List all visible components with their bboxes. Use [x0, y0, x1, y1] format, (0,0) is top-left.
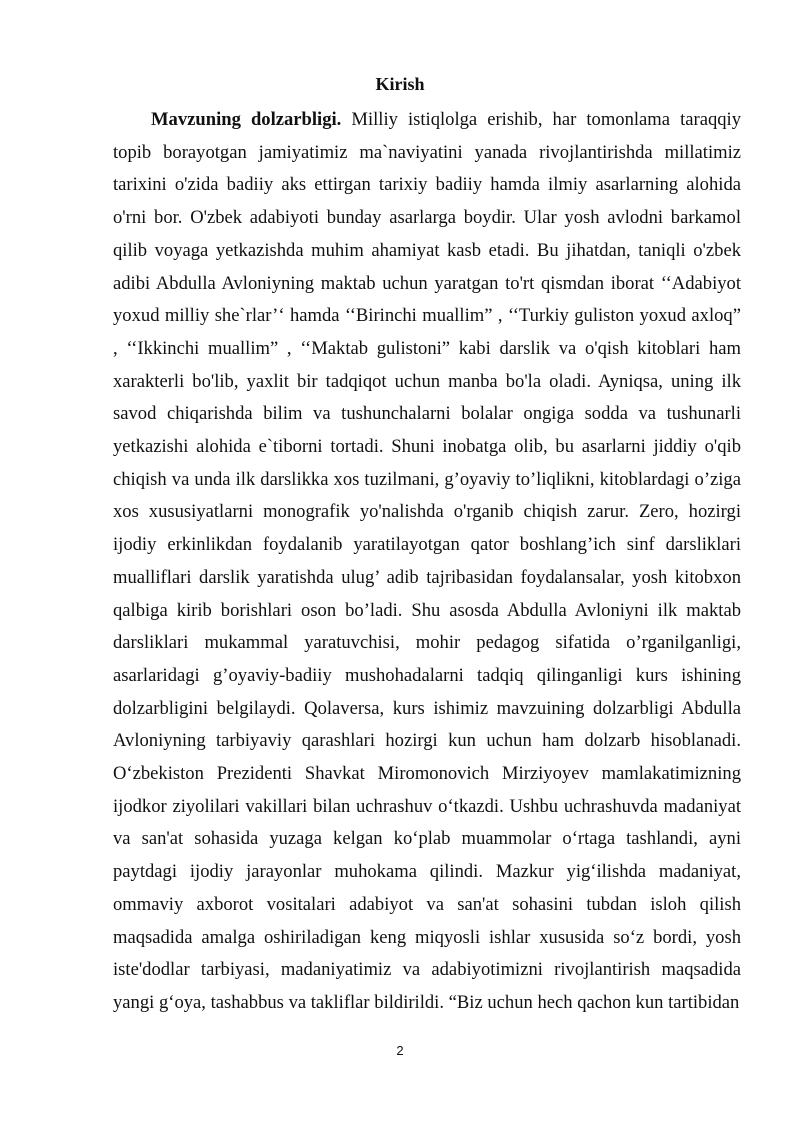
- page-number: 2: [396, 1043, 404, 1058]
- body-paragraph: [113, 104, 741, 1020]
- paragraph-text: Milliy istiqlolga erishib, har tomonlama taraqqiy topib borayotgan jamiyatimiz ma`naviyatini yanada rivojlantirishda millatimiz tarixini o'zida badiiy aks ettirgan tarixiy badiiy hamda ilmiy asarlarning alohida o'rni bor. O'zbek adabiyoti bunday asarlarga boydir. Ular yosh avlodni barkamol qilib voyaga yetkazishda muhim ahamiyat kasb etadi. Bu jihatdan, taniqli o'zbek adibi Abdulla Avloniyning maktab uchun yaratgan to'rt qismdan iborat ‘‘Adabiyot yoxud milliy she`rlar’‘ hamda ‘‘Birinchi muallim” , ‘‘Turkiy guliston yoxud axloq” , ‘‘Ikkinchi muallim” , ‘‘Maktab gulistoni” kabi darslik va o'qish kitoblari ham xarakterli bo'lib, yaxlit bir tadqiqot uchun manba bo'la oladi. Ayniqsa, uning ilk savod chiqarishda bilim va tushunchalarni bolalar ongiga sodda va tushunarli yetkazishi alohida e`tiborni tortadi. Shuni inobatga olib, bu asarlarni jiddiy o'qib chiqish va unda ilk darslikka xos tuzilmani, g’oyaviy to’liqlikni, kitoblardagi o’ziga xos xususiyatlarni monografik yo'nalishda o'rganib chiqish zarur. Zero, hozirgi ijodiy erkinlikdan foydalanib yaratilayotgan qator boshlang’ich sinf darsliklari mualliflari darslik yaratishda ulug’ adib tajribasidan foydalansalar, yosh kitobxon qalbiga kirib borishlari oson bo’ladi. Shu asosda Abdulla Avloniyni ilk maktab darsliklari mukammal yaratuvchisi, mohir pedagog sifatida o’rganilganligi, asarlaridagi g’oyaviy-badiiy mushohadalarni tadqiq qilinganligi kurs ishining dolzarbligini belgilaydi. Qolaversa, kurs ishimiz mavzuining dolzarbligi Abdulla Avloniyning tarbiyaviy qarashlari hozirgi kun uchun ham dolzarb hisoblanadi. O‘zbekiston Prezidenti Shavkat Miromonovich Mirziyoyev mamlakatimizning ijodkor ziyolilari vakillari bilan uchrashuv o‘tkazdi. Ushbu uchrashuvda madaniyat va san'at sohasida yuzaga kelgan ko‘plab muammolar o‘rtaga tashlandi, ayni paytdagi ijodiy jarayonlar muhokama qilindi. Mazkur yig‘ilishda madaniyat, ommaviy axborot vositalari adabiyot va san'at sohasini tubdan isloh qilish maqsadida amalga oshiriladigan keng miqyosli ishlar xususida so‘z bordi, yosh iste'dodlar tarbiyasi, madaniyatimiz va adabiyotimizni rivojlantirish maqsadida yangi g‘oya, tashabbus va takliflar bildirildi. “Biz uchun hech qachon kun tartibidan: [113, 109, 741, 1013]
- paragraph-lead: Mavzuning dolzarbligi.: [151, 109, 342, 130]
- section-heading: Kirish: [375, 74, 425, 94]
